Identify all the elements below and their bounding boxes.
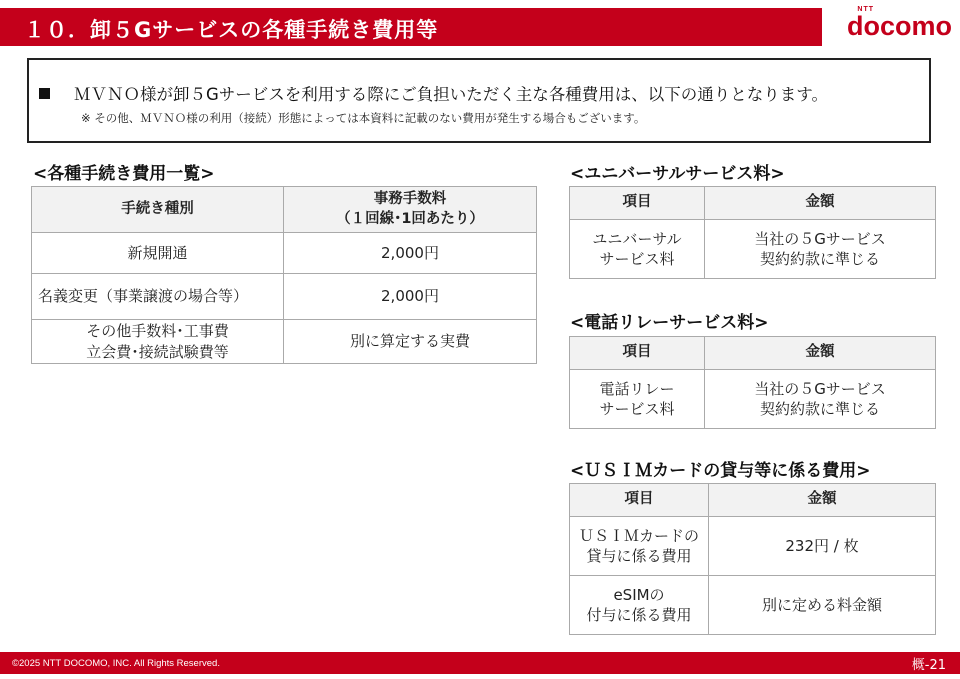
universal-amount-line2: 契約約款に準じる	[759, 250, 880, 268]
procedure-type-line1: その他手数料･工事費	[86, 322, 229, 341]
summary-main-text	[39, 81, 828, 105]
usim-amount-cell: 別に定める料金額	[709, 576, 936, 635]
summary-note-box	[27, 58, 931, 143]
usim-header-row	[570, 484, 936, 517]
usim-item-line1: eSIMの	[613, 585, 665, 604]
usim-section-title: <ＵＳＩＭカードの貸与等に係る費用>	[570, 461, 871, 481]
copyright-text: ©2025 NTT DOCOMO, INC. All Rights Reserved.	[12, 658, 220, 669]
universal-table	[569, 186, 936, 279]
universal-item-line1: ユニバーサル	[592, 229, 682, 248]
procedures-header-fee-line1: 事務手数料	[373, 190, 447, 207]
table-row	[570, 370, 936, 429]
table-row	[570, 220, 936, 279]
procedures-header-row	[32, 187, 537, 233]
usim-item-line2: 付与に係る費用	[586, 606, 692, 624]
header-bar	[0, 8, 960, 46]
docomo-logo	[822, 8, 952, 46]
relay-amount-cell	[705, 370, 936, 429]
table-row	[32, 274, 537, 320]
procedures-section-title: <各種手続き費用一覧>	[33, 164, 215, 184]
page-title: １０．卸５Gサービスの各種手続き費用等	[24, 18, 439, 42]
universal-header-row	[570, 187, 936, 220]
usim-item-line1: ＵＳＩＭカードの	[578, 526, 699, 545]
table-row	[570, 576, 936, 635]
square-bullet-icon	[39, 88, 50, 99]
procedure-fee-cell: 別に算定する実費	[284, 320, 537, 364]
relay-table	[569, 336, 936, 429]
universal-header-item: 項目	[570, 187, 705, 220]
relay-amount-line2: 契約約款に準じる	[759, 400, 880, 418]
table-row	[32, 233, 537, 274]
header-red-band	[0, 8, 822, 46]
table-row	[32, 320, 537, 364]
universal-item-cell	[570, 220, 705, 279]
procedure-fee-cell: 2,000円	[284, 233, 537, 274]
procedure-type-cell: 名義変更（事業譲渡の場合等）	[32, 274, 284, 320]
table-row	[570, 517, 936, 576]
procedures-header-fee	[284, 187, 537, 233]
procedures-header-type: 手続き種別	[32, 187, 284, 233]
relay-header-row	[570, 337, 936, 370]
usim-amount-cell: 232円 / 枚	[709, 517, 936, 576]
procedure-type-line2: 立会費･接続試験費等	[86, 342, 229, 361]
universal-header-amount: 金額	[705, 187, 936, 220]
relay-item-line2: サービス料	[599, 400, 675, 418]
procedure-type-cell: 新規開通	[32, 233, 284, 274]
procedures-header-fee-line2: （１回線･1回あたり）	[336, 210, 484, 227]
usim-header-item: 項目	[570, 484, 709, 517]
usim-item-cell	[570, 517, 709, 576]
procedure-fee-cell: 2,000円	[284, 274, 537, 320]
universal-section-title: <ユニバーサルサービス料>	[570, 164, 785, 184]
relay-amount-line1: 当社の５Gサービス	[754, 379, 886, 398]
relay-header-item: 項目	[570, 337, 705, 370]
usim-table	[569, 483, 936, 635]
universal-item-line2: サービス料	[599, 250, 675, 268]
procedure-type-cell	[32, 320, 284, 364]
footer-bar	[0, 652, 960, 674]
usim-item-cell	[570, 576, 709, 635]
summary-sub-text: ※ その他、ＭＶＮＯ様の利用（接続）形態によっては本資料に記載のない費用が発生する場合もございます。	[81, 111, 646, 125]
relay-header-amount: 金額	[705, 337, 936, 370]
page-number: 概-21	[911, 658, 946, 673]
procedures-table	[31, 186, 537, 364]
universal-amount-cell	[705, 220, 936, 279]
relay-item-cell	[570, 370, 705, 429]
usim-item-line2: 貸与に係る費用	[586, 547, 692, 565]
logo-wordmark: docomo	[847, 11, 952, 41]
usim-header-amount: 金額	[709, 484, 936, 517]
summary-main-label: ＭＶＮＯ様が卸５Gサービスを利用する際にご負担いただく主な各種費用は、以下の通りとなります。	[74, 85, 828, 104]
relay-item-line1: 電話リレー	[599, 379, 675, 398]
relay-section-title: <電話リレーサービス料>	[570, 313, 769, 333]
logo-ntt-text: NTT	[857, 6, 874, 13]
universal-amount-line1: 当社の５Gサービス	[754, 229, 886, 248]
